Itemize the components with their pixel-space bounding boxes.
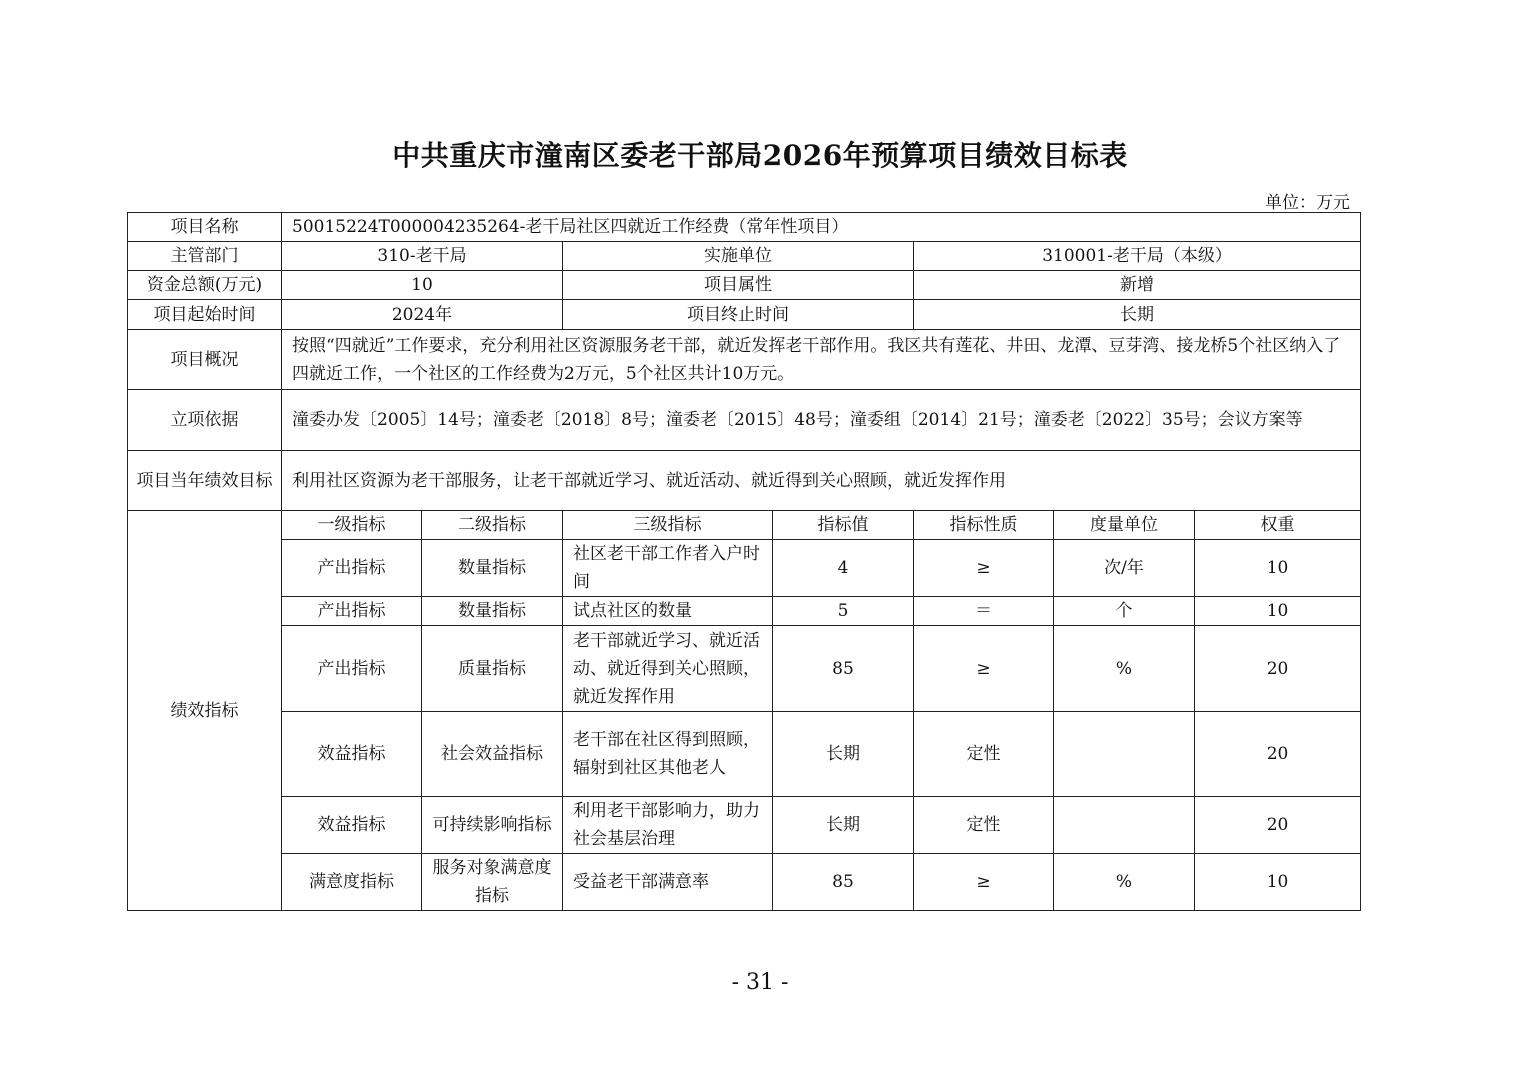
perf-cell: 产出指标 xyxy=(282,540,422,597)
start-label: 项目起始时间 xyxy=(128,300,282,330)
perf-cell: 数量指标 xyxy=(422,597,563,626)
perf-cell: 20 xyxy=(1195,712,1361,797)
end-label: 项目终止时间 xyxy=(563,300,914,330)
perf-cell: 长期 xyxy=(773,797,914,854)
perf-header: 指标性质 xyxy=(914,511,1054,540)
perf-cell: ＝ xyxy=(914,597,1054,626)
fund-value: 10 xyxy=(282,271,563,300)
perf-cell: 产出指标 xyxy=(282,626,422,712)
basis-text: 潼委办发〔2005〕14号；潼委老〔2018〕8号；潼委老〔2015〕48号；潼委组〔2014〕21号；潼委老〔2022〕35号；会议方案等 xyxy=(282,390,1361,451)
perf-cell: 效益指标 xyxy=(282,797,422,854)
perf-header: 指标值 xyxy=(773,511,914,540)
overview-label: 项目概况 xyxy=(128,330,282,390)
perf-cell: 老干部在社区得到照顾，辐射到社区其他老人 xyxy=(563,712,773,797)
perf-cell: 20 xyxy=(1195,626,1361,712)
perf-cell: 10 xyxy=(1195,854,1361,911)
perf-cell: 社会效益指标 xyxy=(422,712,563,797)
table-row xyxy=(128,797,1361,854)
perf-header: 三级指标 xyxy=(563,511,773,540)
perf-cell: 效益指标 xyxy=(282,712,422,797)
overview-text: 按照“四就近”工作要求，充分利用社区资源服务老干部，就近发挥老干部作用。我区共有莲花、井田、龙潭、豆芽湾、接龙桥5个社区纳入了四就近工作，一个社区的工作经费为2万元，5个社区共计10万元。 xyxy=(282,330,1361,390)
perf-cell: 定性 xyxy=(914,797,1054,854)
page-number: - 31 - xyxy=(731,970,789,995)
page-title: 中共重庆市潼南区委老干部局2026年预算项目绩效目标表 xyxy=(392,139,1128,172)
table-row xyxy=(128,854,1361,911)
perf-cell: 个 xyxy=(1054,597,1195,626)
dept-label: 主管部门 xyxy=(128,242,282,271)
perf-cell xyxy=(1054,797,1195,854)
perf-cell: 85 xyxy=(773,854,914,911)
perf-cell: ≥ xyxy=(914,854,1054,911)
end-value: 长期 xyxy=(914,300,1361,330)
perf-cell: 社区老干部工作者入户时间 xyxy=(563,540,773,597)
attr-label: 项目属性 xyxy=(563,271,914,300)
perf-cell: ≥ xyxy=(914,626,1054,712)
perf-cell: 10 xyxy=(1195,597,1361,626)
perf-cell: 85 xyxy=(773,626,914,712)
perf-cell: 满意度指标 xyxy=(282,854,422,911)
perf-cell: 10 xyxy=(1195,540,1361,597)
perf-cell: 受益老干部满意率 xyxy=(563,854,773,911)
start-value: 2024年 xyxy=(282,300,563,330)
perf-cell xyxy=(1054,712,1195,797)
perf-header: 权重 xyxy=(1195,511,1361,540)
table-row xyxy=(128,597,1361,626)
perf-cell: % xyxy=(1054,854,1195,911)
perf-cell: 20 xyxy=(1195,797,1361,854)
perf-header: 一级指标 xyxy=(282,511,422,540)
table-row xyxy=(128,626,1361,712)
impl-label: 实施单位 xyxy=(563,242,914,271)
perf-cell: 服务对象满意度指标 xyxy=(422,854,563,911)
perf-cell: % xyxy=(1054,626,1195,712)
perf-cell: 次/年 xyxy=(1054,540,1195,597)
perf-cell: ≥ xyxy=(914,540,1054,597)
perf-cell: 数量指标 xyxy=(422,540,563,597)
perf-cell: 长期 xyxy=(773,712,914,797)
basis-label: 立项依据 xyxy=(128,390,282,451)
table-row xyxy=(128,712,1361,797)
perf-cell: 可持续影响指标 xyxy=(422,797,563,854)
unit-label: 单位：万元 xyxy=(1265,193,1350,213)
attr-value: 新增 xyxy=(914,271,1361,300)
project-name-label: 项目名称 xyxy=(128,213,282,242)
perf-cell: 质量指标 xyxy=(422,626,563,712)
dept-value: 310-老干局 xyxy=(282,242,563,271)
project-name: 50015224T000004235264-老干局社区四就近工作经费（常年性项目） xyxy=(282,213,1361,242)
perf-section-label: 绩效指标 xyxy=(128,511,282,911)
table-row xyxy=(128,540,1361,597)
perf-cell: 定性 xyxy=(914,712,1054,797)
perf-cell: 5 xyxy=(773,597,914,626)
perf-cell: 试点社区的数量 xyxy=(563,597,773,626)
fund-label: 资金总额(万元) xyxy=(128,271,282,300)
perf-header: 二级指标 xyxy=(422,511,563,540)
perf-cell: 产出指标 xyxy=(282,597,422,626)
perf-cell: 利用老干部影响力，助力社会基层治理 xyxy=(563,797,773,854)
impl-value: 310001-老干局（本级） xyxy=(914,242,1361,271)
performance-table xyxy=(127,212,1361,911)
goal-text: 利用社区资源为老干部服务，让老干部就近学习、就近活动、就近得到关心照顾，就近发挥作用 xyxy=(282,451,1361,511)
goal-label: 项目当年绩效目标 xyxy=(128,451,282,511)
perf-cell: 4 xyxy=(773,540,914,597)
perf-cell: 老干部就近学习、就近活动、就近得到关心照顾，就近发挥作用 xyxy=(563,626,773,712)
perf-header: 度量单位 xyxy=(1054,511,1195,540)
